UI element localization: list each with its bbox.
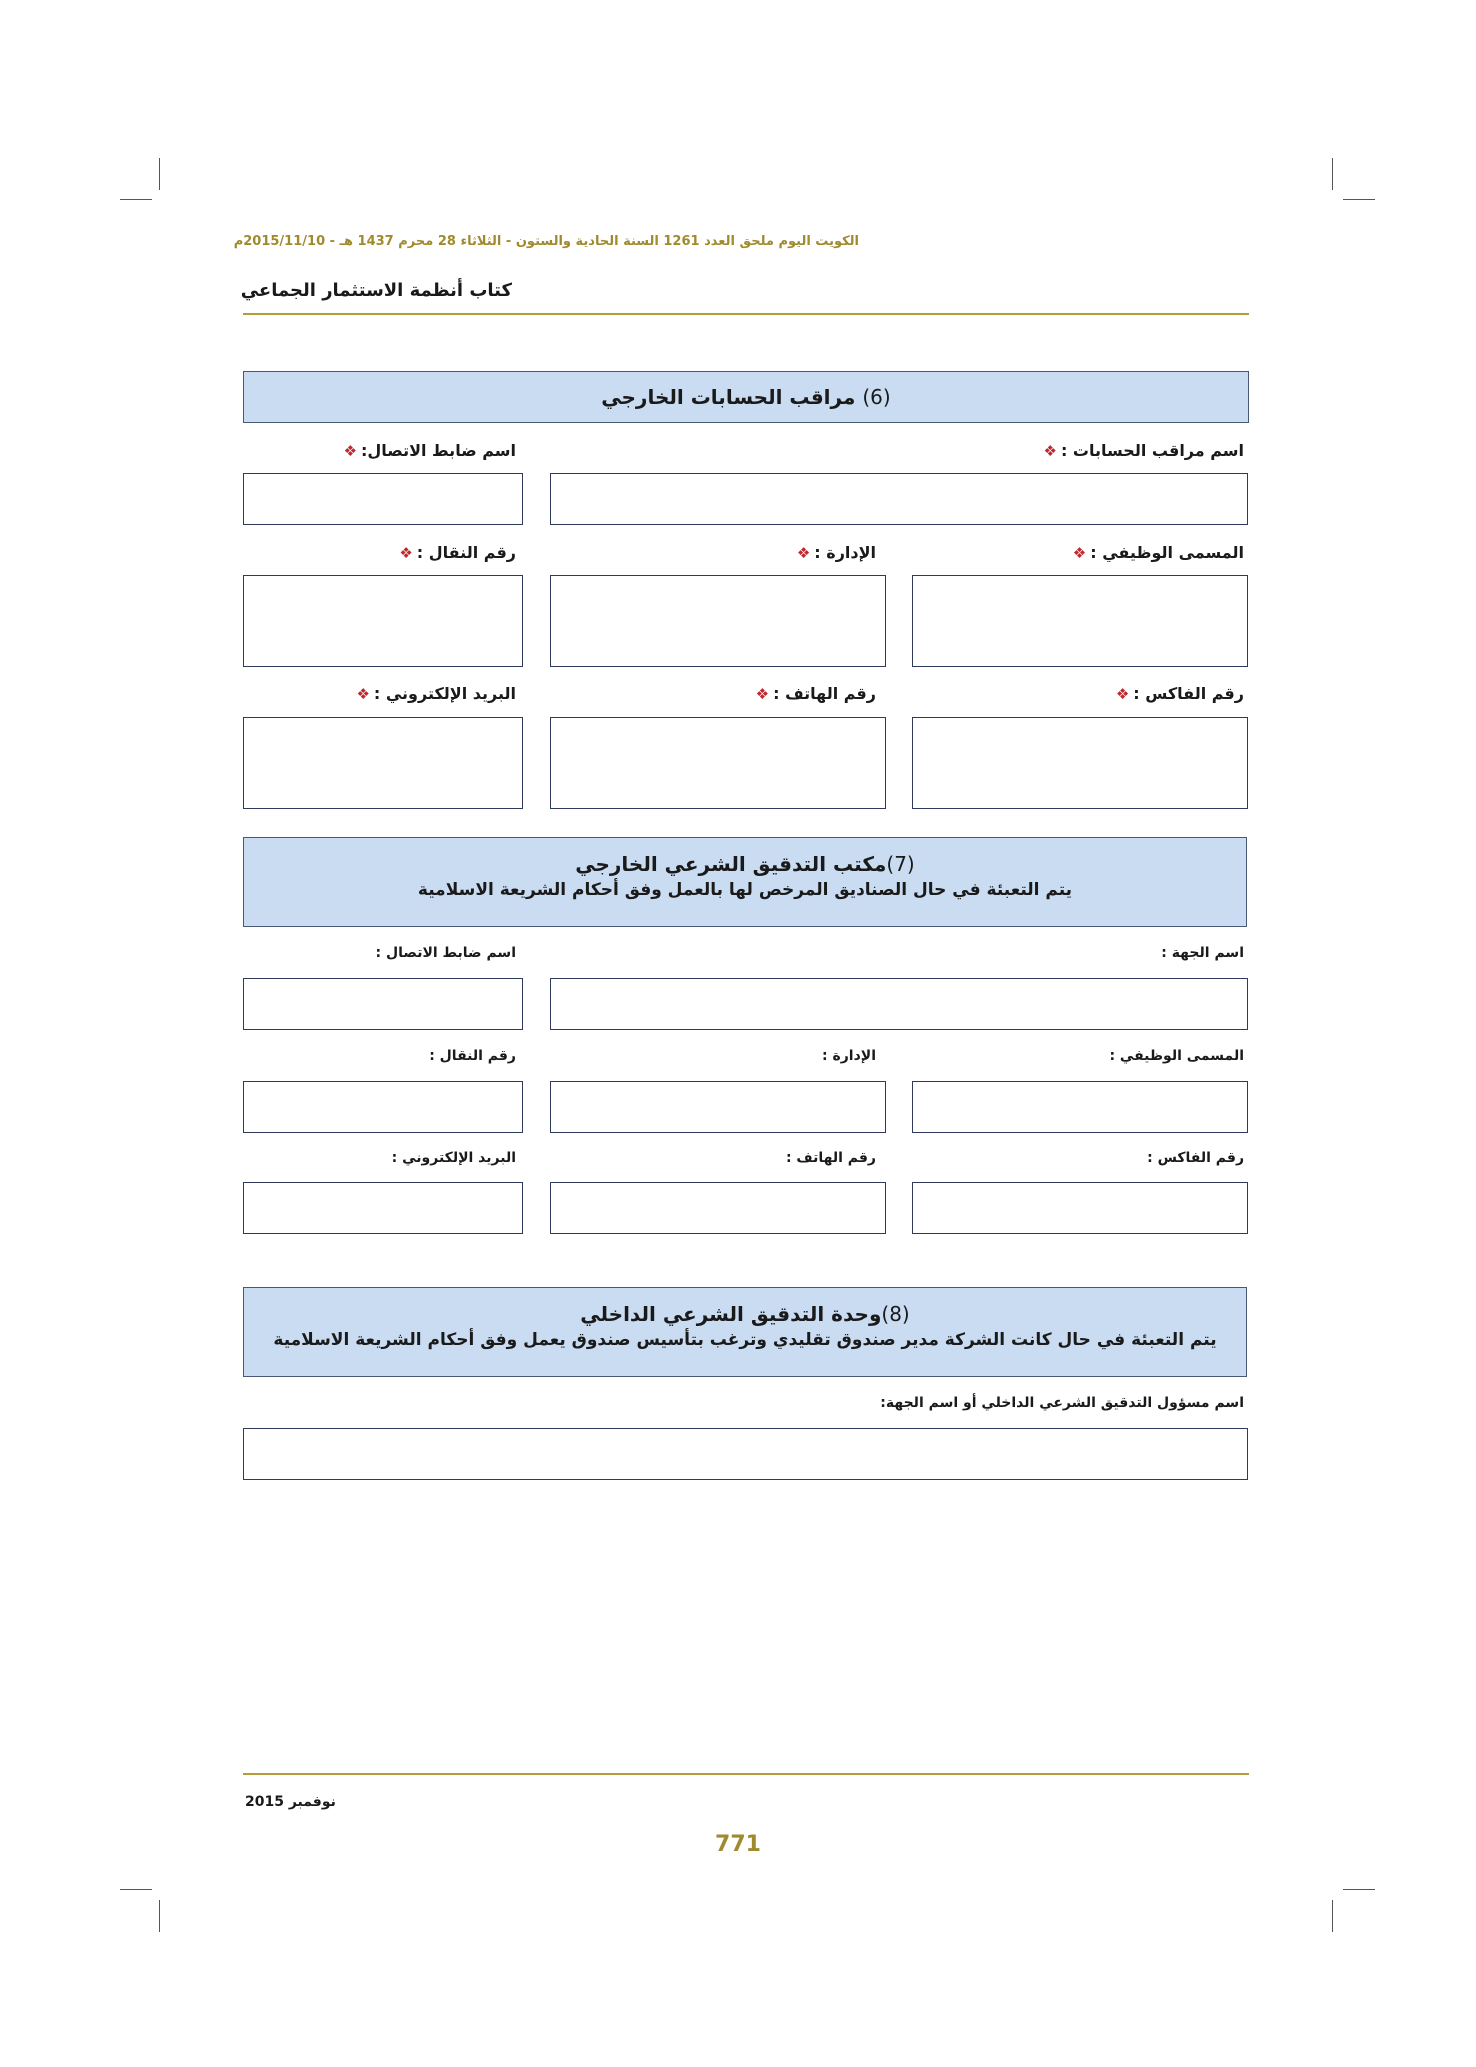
footer-date: نوفمبر 2015: [245, 1794, 336, 1810]
crop-mark: [1332, 158, 1333, 190]
section-7-subtitle: يتم التعبئة في حال الصناديق المرخص لها بالعمل وفق أحكام الشريعة الاسلامية: [417, 880, 1073, 900]
required-icon: ❖: [343, 442, 358, 460]
mobile-7-field[interactable]: [243, 1081, 523, 1133]
job-title-field[interactable]: [912, 575, 1248, 667]
crop-mark: [1343, 1889, 1375, 1890]
label-entity-name: اسم الجهة :: [1161, 945, 1244, 961]
header-rule: [243, 313, 1249, 315]
label-phone-7: رقم الهاتف :: [785, 1150, 876, 1166]
fax-7-field[interactable]: [912, 1182, 1248, 1234]
label-contact-officer-7: اسم ضابط الاتصال :: [375, 945, 516, 961]
fax-field[interactable]: [912, 717, 1248, 809]
label-contact-officer: اسم ضابط الاتصال:❖: [343, 441, 516, 460]
sharia-officer-field[interactable]: [243, 1428, 1248, 1480]
department-field[interactable]: [550, 575, 886, 667]
label-fax: رقم الفاكس :❖: [1115, 684, 1244, 703]
entity-name-field[interactable]: [550, 978, 1248, 1030]
required-icon: ❖: [1043, 442, 1057, 460]
required-icon: ❖: [796, 544, 811, 562]
email-field[interactable]: [243, 717, 523, 809]
label-job-title-7: المسمى الوظيفي :: [1109, 1048, 1244, 1064]
email-7-field[interactable]: [243, 1182, 523, 1234]
page-number: 771: [715, 1832, 761, 1857]
label-mobile: رقم النقال :❖: [399, 543, 516, 562]
footer-rule: [243, 1773, 1249, 1775]
book-title: كتاب أنظمة الاستثمار الجماعي: [240, 280, 512, 301]
contact-officer-7-field[interactable]: [243, 978, 523, 1030]
crop-mark: [159, 158, 160, 190]
section-6-header: [243, 371, 1249, 423]
label-email: البريد الإلكتروني :❖: [356, 684, 516, 703]
job-title-7-field[interactable]: [912, 1081, 1248, 1133]
section-8-subtitle: يتم التعبئة في حال كانت الشركة مدير صندوق تقليدي وترغب بتأسيس صندوق يعمل وفق أحكام الشريعة الاسلامية: [273, 1330, 1217, 1350]
phone-field[interactable]: [550, 717, 886, 809]
label-fax-7: رقم الفاكس :: [1147, 1150, 1244, 1166]
label-phone: رقم الهاتف :❖: [755, 684, 876, 703]
label-mobile-7: رقم النقال :: [429, 1048, 516, 1064]
required-icon: ❖: [755, 685, 770, 703]
crop-mark: [120, 199, 152, 200]
department-7-field[interactable]: [550, 1081, 886, 1133]
crop-mark: [1343, 199, 1375, 200]
label-job-title: المسمى الوظيفي :❖: [1072, 543, 1244, 562]
label-department: الإدارة :❖: [796, 543, 876, 562]
section-8-header: [243, 1287, 1247, 1377]
section-7-header: [243, 837, 1247, 927]
required-icon: ❖: [356, 685, 370, 703]
label-department-7: الإدارة :: [821, 1048, 876, 1064]
label-email-7: البريد الإلكتروني :: [391, 1150, 516, 1166]
phone-7-field[interactable]: [550, 1182, 886, 1234]
gazette-line: الكويت اليوم ملحق العدد 1261 السنة الحادية والستون - الثلاثاء 28 محرم 1437 هـ - 2015/11/10م: [233, 234, 859, 249]
section-7-title: (7)مكتب التدقيق الشرعي الخارجي: [575, 852, 915, 876]
crop-mark: [120, 1889, 152, 1890]
required-icon: ❖: [1115, 685, 1130, 703]
label-sharia-officer: اسم مسؤول التدقيق الشرعي الداخلي أو اسم الجهة:: [880, 1395, 1244, 1411]
required-icon: ❖: [399, 544, 413, 562]
mobile-field[interactable]: [243, 575, 523, 667]
required-icon: ❖: [1072, 544, 1087, 562]
section-6-title: (6) مراقب الحسابات الخارجي: [601, 385, 891, 409]
section-8-title: (8)وحدة التدقيق الشرعي الداخلي: [580, 1302, 910, 1326]
crop-mark: [1332, 1900, 1333, 1932]
label-auditor-name: اسم مراقب الحسابات :❖: [1043, 441, 1244, 460]
crop-mark: [159, 1900, 160, 1932]
contact-officer-field[interactable]: [243, 473, 523, 525]
auditor-name-field[interactable]: [550, 473, 1248, 525]
